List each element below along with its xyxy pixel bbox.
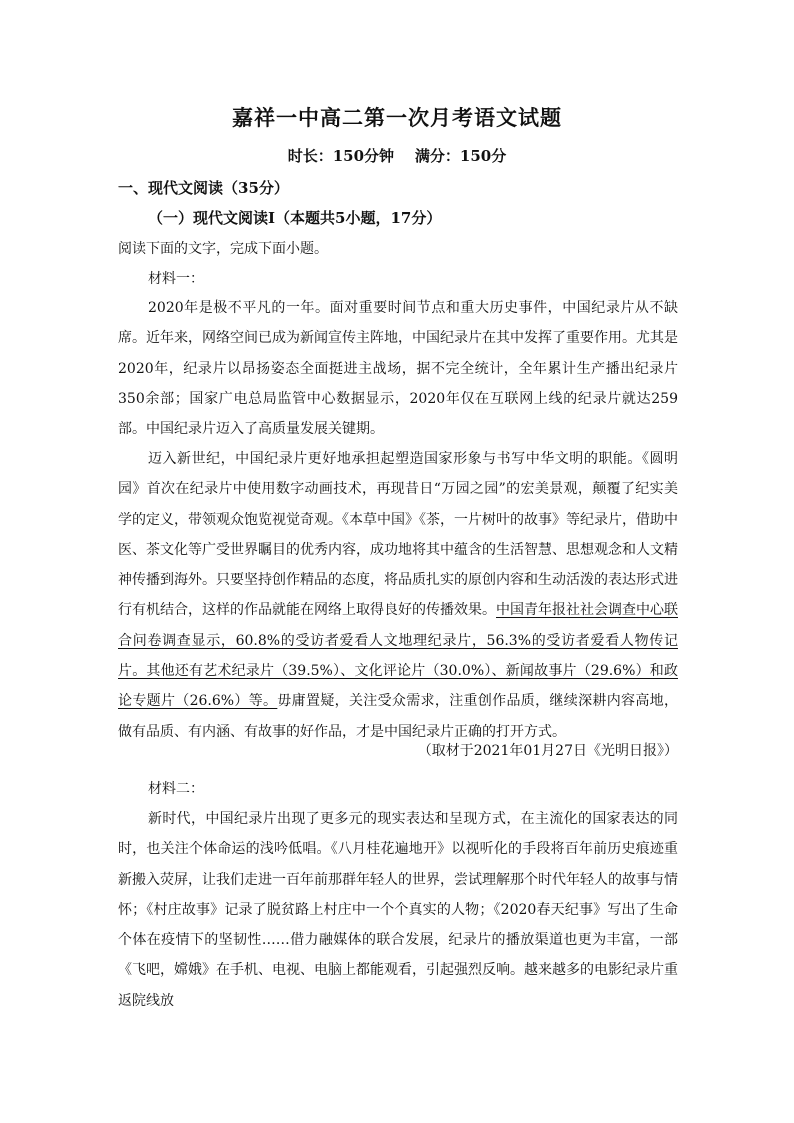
page-title: 嘉祥一中高二第一次月考语文试题 (232, 105, 562, 130)
paragraph-text: 迈入新世纪，中国纪录片更好地承担起塑造国家形象与书写中华文明的职能。《圆明园》首次在纪录片中使用数字动画技术，再现昔日“万园之园”的宏美景观，颠覆了纪实美学的定义，带领观众饱览视觉奇观。《本草中国》《茶，一片树叶的故事》等纪录片，借助中医、茶文化等广受世界瞩目的优秀内容，成功地将其中蕴含的生活智慧、思想观念和人文精神传播到海外。只要坚持创作精品的态度，将品质扎实的原创内容和生动活泼的表达形式进行有机结合，这样的作品就能在网络上取得良好的传播效果。 (118, 451, 678, 619)
paragraph-text: 毋庸置疑，关注受众需求，注重创作品质，继续深耕内容高地，做有品质、有内涵、有故事的好作品，才是中国纪录片正确的打开方式。 (118, 693, 678, 740)
material-1-paragraph-2 (118, 444, 678, 747)
material-1-label: 材料一： (148, 271, 204, 287)
subsection-heading-reading-1: （一）现代文阅读Ⅰ（本题共5小题，17分） (148, 209, 442, 227)
source-citation: （取材于2021年01月27日《光明日报》） (417, 743, 678, 759)
material-2-label: 材料二： (148, 781, 204, 797)
material-2-paragraph-1: 新时代，中国纪录片出现了更多元的现实表达和呈现方式，在主流化的国家表达的同时，也关注个体命运的浅吟低唱。《八月桂花遍地开》以视听化的手段将百年前历史痕迹重新搬入荧屏，让我们走进一百年前那群年轻人的世界，尝试理解那个时代年轻人的故事与情怀；《村庄故事》记录了脱贫路上村庄中一个个真实的人物；《2020春天纪事》写出了生命个体在疫情下的坚韧性……借力融媒体的联合发展，纪录片的播放渠道也更为丰富，一部《飞吧，嫦娥》在手机、电视、电脑上都能观看，引起强烈反响。越来越多的电影纪录片重返院线放 (118, 811, 678, 1009)
exam-duration-score: 时长：150分钟 满分：150分 (287, 147, 507, 165)
section-heading-modern-reading: 一、现代文阅读（35分） (118, 179, 289, 197)
instruction-text: 阅读下面的文字，完成下面小题。 (118, 241, 328, 257)
underlined-survey-text: 中国青年报社社会调查中心联合问卷调查显示，60.8%的受访者爱看人文地理纪录片，56.3%的受访者爱看人物传记片。其他还有艺术纪录片（39.5%）、文化评论片（30.0%）、新闻故事片（29.6%）和政论专题片（26.6%）等。 (118, 602, 678, 710)
material-1-paragraph-1: 2020年是极不平凡的一年。面对重要时间节点和重大历史事件，中国纪录片从不缺席。近年来，网络空间已成为新闻宣传主阵地，中国纪录片在其中发挥了重要作用。尤其是2020年，纪录片以昂扬姿态全面挺进主战场，据不完全统计，全年累计生产播出纪录片350余部；国家广电总局监管中心数据显示，2020年仅在互联网上线的纪录片就达259部。中国纪录片迈入了高质量发展关键期。 (118, 300, 678, 438)
